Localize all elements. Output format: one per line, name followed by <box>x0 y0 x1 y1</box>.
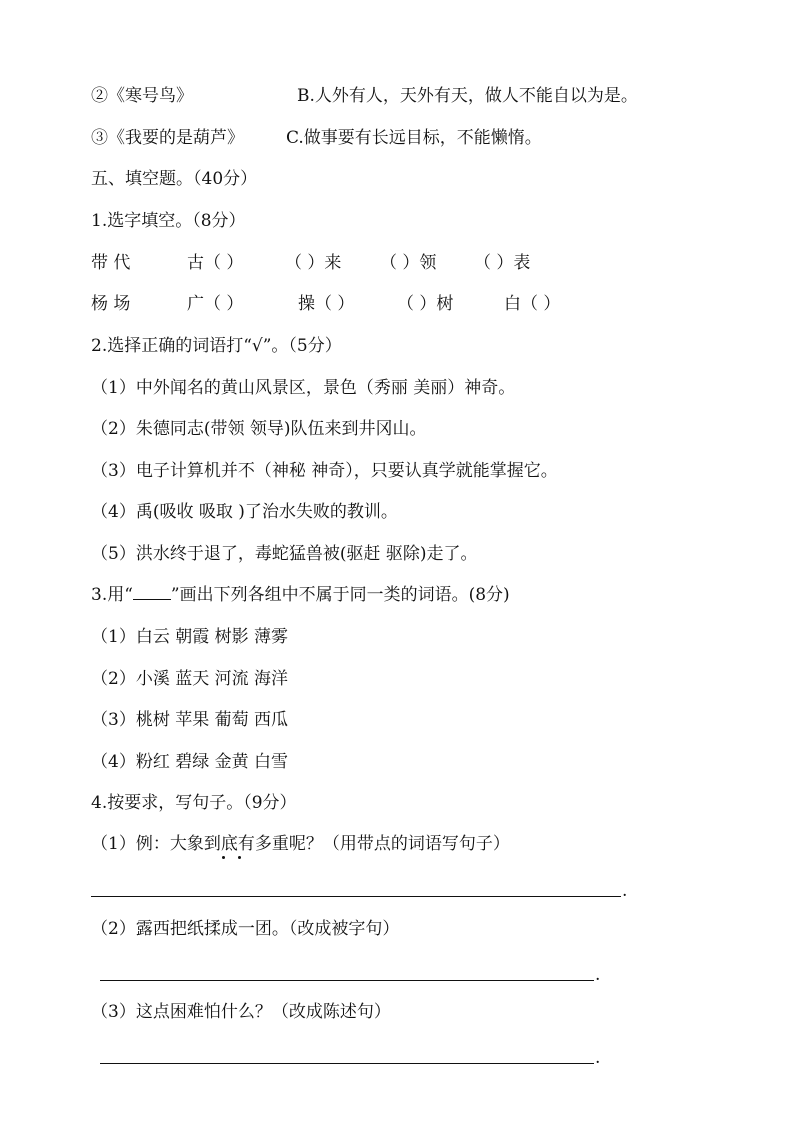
answer-line-end: . <box>595 965 601 985</box>
answer-line-end: . <box>622 881 628 901</box>
choice-item: （5）洪水终于退了，毒蛇猛兽被(驱赶 驱除)走了。 <box>91 544 478 564</box>
question-title-post: ”画出下列各组中不属于同一类的词语。(8分) <box>170 585 510 605</box>
word-group: （4）粉红 碧绿 金黄 白雪 <box>91 752 289 772</box>
answer-line[interactable] <box>91 896 621 897</box>
question-title: 4.按要求，写句子。（9分） <box>91 793 297 813</box>
match-item-left: ③《我要的是葫芦》 <box>91 128 244 148</box>
choice-item: （3）电子计算机并不（神秘 神奇），只要认真学就能掌握它。 <box>91 461 558 481</box>
underline-sample <box>133 585 171 600</box>
sentence-prompt: （2）露西把纸揉成一团。（改成被字句） <box>91 919 400 939</box>
word-group: （1）白云 朝霞 树影 薄雾 <box>91 627 289 647</box>
fill-blank: （ ）领 <box>380 253 437 273</box>
char-pair: 杨 场 <box>91 294 131 314</box>
sentence-prompt: （3）这点困难怕什么？（改成陈述句） <box>91 1002 391 1022</box>
match-item-right: C.做事要有长远目标，不能懒惰。 <box>286 128 542 148</box>
question-title-pre: 3.用“ <box>91 585 133 605</box>
choice-item: （2）朱德同志(带领 领导)队伍来到井冈山。 <box>91 419 427 439</box>
fill-blank: （ ）来 <box>285 253 342 273</box>
char-pair: 带 代 <box>91 253 131 273</box>
emphasis-dot <box>238 856 241 859</box>
match-item-left: ②《寒号鸟》 <box>91 86 193 106</box>
answer-line[interactable] <box>100 1063 594 1064</box>
answer-line-end: . <box>595 1048 601 1068</box>
section-title: 五、填空题。（40分） <box>91 169 258 189</box>
fill-blank: 广（ ） <box>187 294 244 314</box>
choice-item: （4）禹(吸收 吸取 )了治水失败的教训。 <box>91 502 398 522</box>
fill-blank: （ ）表 <box>474 253 531 273</box>
choice-item: （1）中外闻名的黄山风景区，景色（秀丽 美丽）神奇。 <box>91 378 516 398</box>
question-title <box>91 584 510 606</box>
question-title: 2.选择正确的词语打“√”。（5分） <box>91 336 342 356</box>
emphasis-dot <box>222 856 225 859</box>
answer-line[interactable] <box>100 980 594 981</box>
question-title: 1.选字填空。（8分） <box>91 211 246 231</box>
fill-blank: （ ）树 <box>397 294 454 314</box>
fill-blank: 古（ ） <box>187 253 244 273</box>
fill-blank: 操（ ） <box>298 294 355 314</box>
word-group: （3）桃树 苹果 葡萄 西瓜 <box>91 710 289 730</box>
sentence-prompt: （1）例：大象到底有多重呢？（用带点的词语写句子） <box>91 834 510 854</box>
match-item-right: B.人外有人，天外有天，做人不能自以为是。 <box>297 86 638 106</box>
fill-blank: 白（ ） <box>504 294 561 314</box>
word-group: （2）小溪 蓝天 河流 海洋 <box>91 669 289 689</box>
